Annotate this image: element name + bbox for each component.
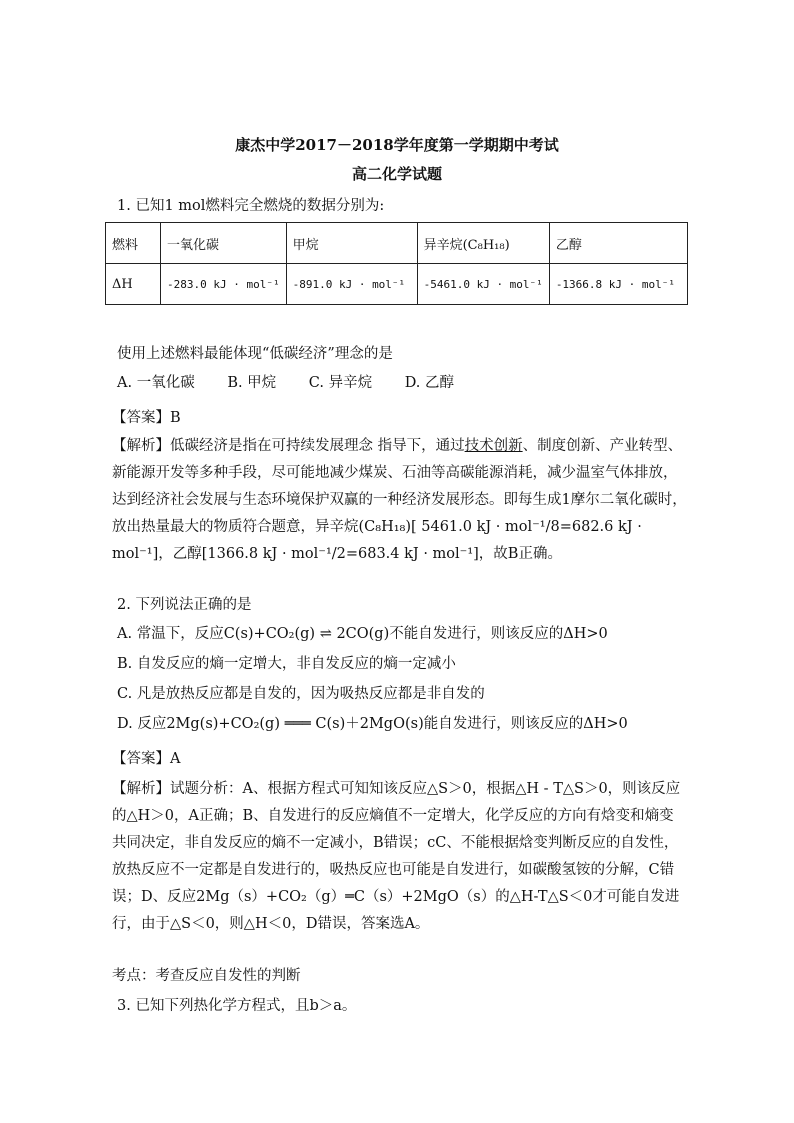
analysis-label: 【解析】 — [112, 438, 170, 454]
q2-option-b: B. 自发反应的熵一定增大，非自发反应的熵一定减小 — [117, 656, 456, 672]
q2-answer: 【答案】A — [112, 751, 181, 767]
q1-options — [117, 373, 687, 393]
technology-innovation-link[interactable]: 技术创新 — [464, 438, 523, 454]
option-b: B. 甲烷 — [227, 375, 277, 391]
table-cell: ΔH — [106, 264, 161, 305]
table-cell: 乙醇 — [549, 223, 687, 264]
option-c: C. 异辛烷 — [308, 375, 373, 391]
table-cell: 燃料 — [106, 223, 161, 264]
q2-option-c: C. 凡是放热反应都是自发的，因为吸热反应都是非自发的 — [117, 686, 485, 702]
option-a: A. 一氧化碳 — [117, 375, 195, 391]
analysis-text: 低碳经济是指在可持续发展理念 指导下，通过 — [170, 438, 465, 454]
exam-title: 康杰中学2017－2018学年度第一学期期中考试 — [235, 136, 559, 154]
q3-stem: 3. 已知下列热化学方程式，且b＞a。 — [117, 998, 357, 1014]
table-cell: -891.0 kJ · mol⁻¹ — [286, 264, 417, 305]
table-cell: 异辛烷(C₈H₁₈) — [417, 223, 549, 264]
table-cell: -283.0 kJ · mol⁻¹ — [161, 264, 287, 305]
q1-stem: 1. 已知1 mol燃料完全燃烧的数据分别为: — [117, 198, 385, 214]
fuel-table — [105, 222, 688, 305]
table-cell: -1366.8 kJ · mol⁻¹ — [549, 264, 687, 305]
q2-option-a: A. 常温下，反应C(s)+CO₂(g) ⇌ 2CO(g)不能自发进行，则该反应的ΔH>0 — [117, 626, 608, 642]
q2-analysis: 【解析】试题分析：A、根据方程式可知知该反应△S＞0，根据△H - T△S＞0，则该反应的△H＞0，A正确；B、自发进行的反应熵值不一定增大，化学反应的方向有焓变和熵变共同决定，非自发反应的熵不一定减小，B错误；cC、不能根据焓变判断反应的自发性，放热反应不一定都是自发进行的，吸热反应也可能是自发进行，如碳酸氢铵的分解，C错误；D、反应2Mg（s）+CO₂（g）═C（s）+2MgO（s）的△H-T△S＜0才可能自发进行，由于△S＜0，则△H＜0，D错误，答案选A。 — [112, 781, 681, 932]
subject-title: 高二化学试题 — [351, 165, 442, 183]
table-cell: 一氧化碳 — [161, 223, 287, 264]
q1-answer: 【答案】B — [112, 410, 181, 426]
table-cell: 甲烷 — [286, 223, 417, 264]
q2-option-d: D. 反应2Mg(s)+CO₂(g) ═══ C(s)＋2MgO(s)能自发进行，则该反应的ΔH>0 — [117, 716, 628, 732]
analysis-text: 、制度创新、产业转型、新能源开发等多种手段，尽可能地减少煤炭、石油等高碳能源消耗，减少温室气体排放，达到经济社会发展与生态环境保护双赢的一种经济发展形态。即每生成1摩尔二氧化碳时，放出热量最大的物质符合题意，异辛烷(C₈H₁₈)[ 5461.0 kJ · mol⁻¹/8=682.6 kJ · mol⁻¹]，乙醇[1366.8 kJ · mol⁻¹/2=683.4 kJ · mol⁻¹]，故B正确。 — [112, 438, 687, 562]
table-row — [106, 223, 688, 264]
q1-analysis — [112, 433, 687, 568]
q2-stem: 2. 下列说法正确的是 — [117, 597, 252, 613]
table-cell: -5461.0 kJ · mol⁻¹ — [417, 264, 549, 305]
q2-point: 考点：考查反应自发性的判断 — [112, 968, 301, 984]
table-row — [106, 264, 688, 305]
q1-question: 使用上述燃料最能体现“低碳经济”理念的是 — [117, 346, 393, 362]
option-d: D. 乙醇 — [404, 375, 455, 391]
